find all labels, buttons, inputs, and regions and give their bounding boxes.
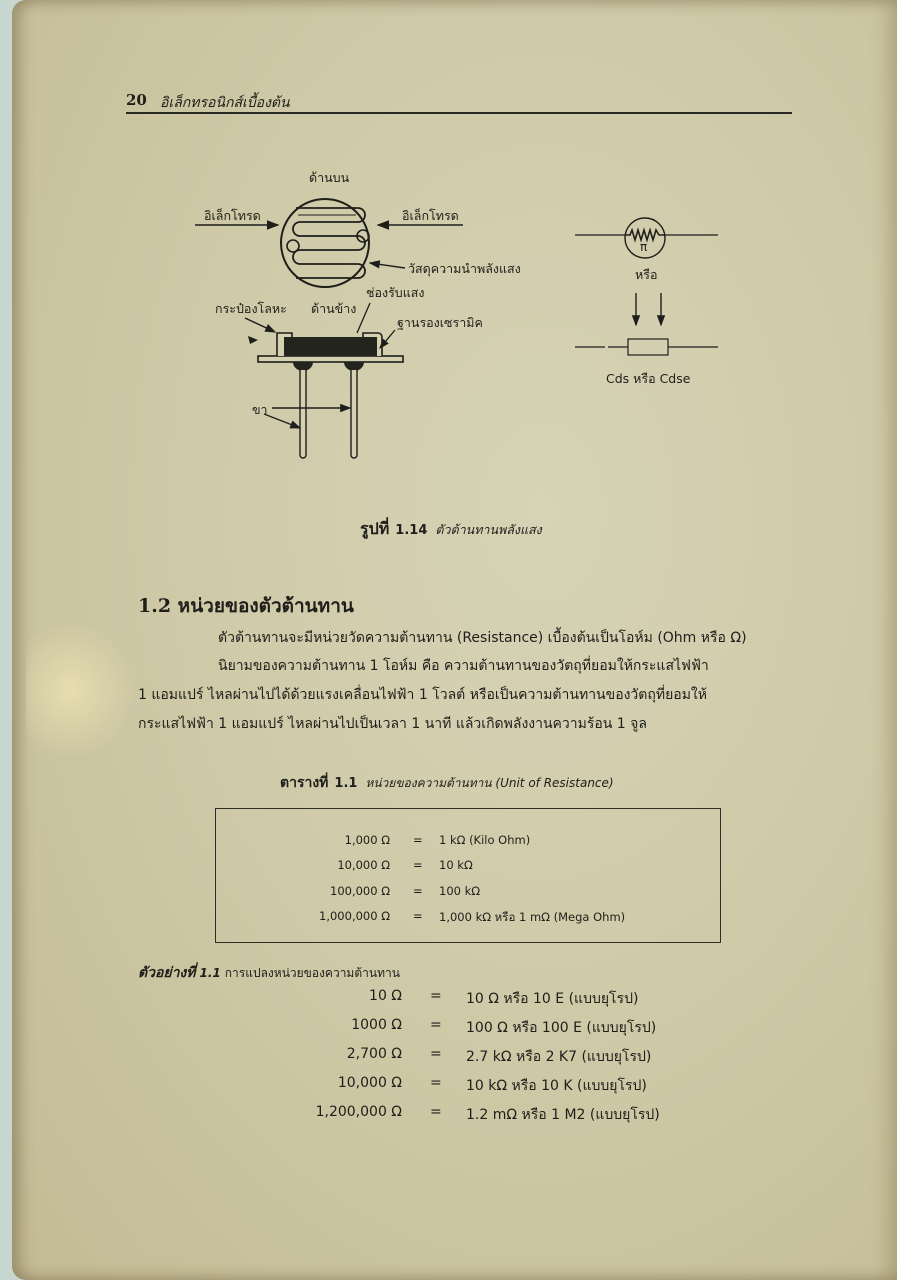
example-converted: 10 Ω หรือ 10 E (แบบยุโรป): [466, 991, 639, 1007]
example-row: [0, 1075, 897, 1099]
example-title-text: การแปลงหน่วยของความต้านทาน: [224, 966, 400, 980]
table-cell-equals: =: [413, 858, 423, 872]
example-row: [0, 1017, 897, 1041]
label-electrode-left: อิเล็กโทรด: [204, 208, 261, 223]
paragraph-2-line-3: กระแสไฟฟ้า 1 แอมแปร์ ไหลผ่านไปเป็นเวลา 1 นาที แล้วเกิดพลังงานความร้อน 1 จูล: [138, 716, 647, 732]
table-cell-equals: =: [413, 884, 423, 898]
ldr-schematic-symbols: [570, 210, 730, 360]
example-ohms: 10,000 Ω: [337, 1075, 402, 1091]
example-equals: =: [430, 1104, 442, 1120]
figure-caption-prefix: รูปที่: [360, 519, 390, 538]
example-converted: 2.7 kΩ หรือ 2 K7 (แบบยุโรป): [466, 1049, 652, 1065]
figure-caption-number: 1.14: [395, 523, 428, 538]
table-cell-converted: 100 kΩ: [439, 884, 481, 898]
section-heading: 1.2 หน่วยของตัวต้านทาน: [138, 595, 354, 617]
table-cell-ohms: 10,000 Ω: [337, 858, 390, 872]
table-row: [216, 833, 720, 855]
example-prefix: ตัวอย่างที่: [138, 965, 196, 981]
light-glare: [26, 620, 136, 760]
pi-symbol: π: [640, 240, 648, 254]
example-row: [0, 1104, 897, 1128]
example-ohms: 1,200,000 Ω: [315, 1104, 402, 1120]
example-equals: =: [430, 988, 442, 1004]
example-equals: =: [430, 1017, 442, 1033]
page-number: 20: [126, 91, 147, 109]
table-row: [216, 884, 720, 906]
figure-caption: [360, 517, 542, 542]
table-row: [216, 909, 720, 931]
example-converted: 100 Ω หรือ 100 E (แบบยุโรป): [466, 1020, 657, 1036]
table-cell-equals: =: [413, 833, 423, 847]
table-caption-text: หน่วยของความต้านทาน (Unit of Resistance): [365, 776, 614, 790]
label-metal-can: กระป๋องโลหะ: [215, 301, 287, 316]
running-header-title: อิเล็กทรอนิกส์เบื้องต้น: [160, 95, 290, 111]
figure-caption-text: ตัวต้านทานพลังแสง: [435, 522, 542, 537]
label-side-view: ด้านข้าง: [311, 301, 357, 316]
paragraph-2-line-2: 1 แอมแปร์ ไหลผ่านไปได้ด้วยแรงเคลื่อนไฟฟ้า 1 โวลต์ หรือเป็นความต้านทานของวัตถุที่ยอมให้: [138, 687, 707, 703]
example-converted: 10 kΩ หรือ 10 K (แบบยุโรป): [466, 1078, 647, 1094]
table-cell-ohms: 1,000,000 Ω: [319, 909, 390, 923]
label-light-window: ช่องรับแสง: [366, 285, 425, 300]
example-row: [0, 1046, 897, 1070]
example-title: [138, 962, 400, 984]
paragraph-1: ตัวต้านทานจะมีหน่วยวัดความต้านทาน (Resistance) เบื้องต้นเป็นโอห์ม (Ohm หรือ Ω): [218, 630, 747, 646]
table-cell-ohms: 100,000 Ω: [330, 884, 390, 898]
example-ohms: 1000 Ω: [351, 1017, 402, 1033]
label-top-view: ด้านบน: [309, 170, 350, 185]
table-caption: [280, 772, 614, 794]
label-cds-type: Cds หรือ Cdse: [606, 371, 691, 386]
example-equals: =: [430, 1075, 442, 1091]
header-rule: [126, 112, 792, 114]
paragraph-2-line-1: นิยามของความต้านทาน 1 โอห์ม คือ ความต้านทานของวัตถุที่ยอมให้กระแสไฟฟ้า: [218, 658, 709, 674]
unit-table: [215, 808, 721, 943]
label-leads: ขา: [252, 402, 268, 417]
table-cell-equals: =: [413, 909, 423, 923]
table-cell-ohms: 1,000 Ω: [344, 833, 390, 847]
example-ohms: 2,700 Ω: [346, 1046, 402, 1062]
table-caption-number: 1.1: [334, 776, 358, 791]
label-ceramic-base: ฐานรองเซรามิค: [397, 315, 483, 330]
table-row: [216, 858, 720, 880]
example-row: [0, 988, 897, 1012]
table-cell-converted: 1,000 kΩ หรือ 1 mΩ (Mega Ohm): [439, 910, 626, 924]
example-equals: =: [430, 1046, 442, 1062]
table-cell-converted: 10 kΩ: [439, 858, 473, 872]
example-ohms: 10 Ω: [369, 988, 402, 1004]
label-or: หรือ: [635, 267, 658, 282]
example-converted: 1.2 mΩ หรือ 1 M2 (แบบยุโรป): [466, 1107, 660, 1123]
table-caption-prefix: ตารางที่: [280, 775, 329, 791]
example-number: 1.1: [199, 966, 221, 980]
label-electrode-right: อิเล็กโทรด: [402, 208, 459, 223]
table-cell-converted: 1 kΩ (Kilo Ohm): [439, 833, 531, 847]
label-photoconductive-material: วัสดุความนำพลังแสง: [408, 261, 521, 276]
